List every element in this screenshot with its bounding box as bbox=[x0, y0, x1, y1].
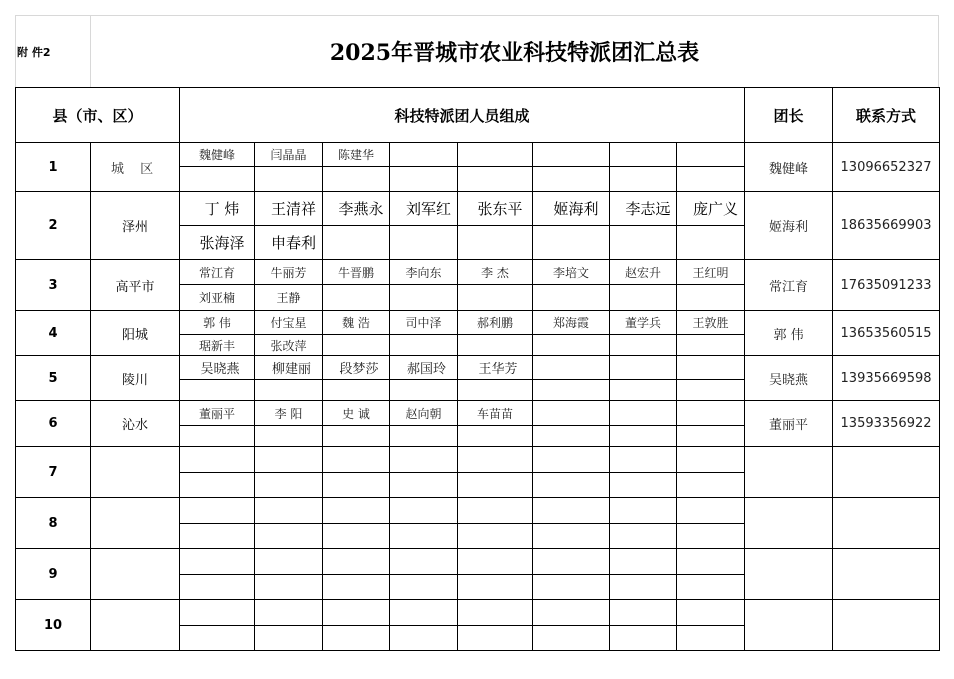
member-cell bbox=[180, 447, 255, 473]
member-cell bbox=[677, 285, 745, 311]
member-cell: 刘军红 bbox=[390, 192, 458, 226]
member-cell: 董丽平 bbox=[180, 401, 255, 426]
member-cell bbox=[390, 335, 458, 356]
member-cell bbox=[458, 575, 533, 600]
member-cell bbox=[255, 498, 323, 524]
member-cell: 郝国玲 bbox=[390, 356, 458, 380]
table-row bbox=[16, 356, 940, 380]
member-cell bbox=[610, 226, 677, 260]
table-row bbox=[16, 260, 940, 285]
member-cell: 王华芳 bbox=[458, 356, 533, 380]
county-name: 城 区 bbox=[91, 143, 180, 192]
leader-name: 董丽平 bbox=[745, 401, 833, 447]
header-members: 科技特派团人员组成 bbox=[180, 88, 745, 143]
member-cell bbox=[323, 380, 390, 401]
header-row bbox=[16, 88, 940, 143]
member-cell: 段梦莎 bbox=[323, 356, 390, 380]
member-cell: 张海泽 bbox=[180, 226, 255, 260]
member-cell bbox=[533, 335, 610, 356]
member-cell bbox=[610, 473, 677, 498]
row-number: 4 bbox=[16, 311, 91, 356]
member-cell bbox=[533, 226, 610, 260]
member-cell: 赵宏升 bbox=[610, 260, 677, 285]
member-cell bbox=[323, 626, 390, 651]
member-cell: 郑海霞 bbox=[533, 311, 610, 335]
member-cell bbox=[390, 626, 458, 651]
member-cell bbox=[255, 447, 323, 473]
row-number: 10 bbox=[16, 600, 91, 651]
row-number: 2 bbox=[16, 192, 91, 260]
row-number: 3 bbox=[16, 260, 91, 311]
member-cell: 常江育 bbox=[180, 260, 255, 285]
member-cell: 牛丽芳 bbox=[255, 260, 323, 285]
table-row bbox=[16, 600, 940, 626]
member-cell bbox=[458, 524, 533, 549]
member-cell bbox=[610, 335, 677, 356]
member-cell bbox=[610, 167, 677, 192]
contact-phone bbox=[833, 498, 940, 549]
contact-phone: 17635091233 bbox=[833, 260, 940, 311]
member-cell bbox=[458, 335, 533, 356]
leader-name bbox=[745, 600, 833, 651]
member-cell: 车苗苗 bbox=[458, 401, 533, 426]
member-cell: 李向东 bbox=[390, 260, 458, 285]
member-cell bbox=[323, 167, 390, 192]
contact-phone bbox=[833, 549, 940, 600]
member-cell bbox=[610, 575, 677, 600]
contact-phone: 13935669598 bbox=[833, 356, 940, 401]
member-cell: 姬海利 bbox=[533, 192, 610, 226]
member-cell: 郭 伟 bbox=[180, 311, 255, 335]
member-cell bbox=[323, 335, 390, 356]
member-cell: 张东平 bbox=[458, 192, 533, 226]
table-row bbox=[16, 401, 940, 426]
table-row bbox=[16, 192, 940, 226]
header-contact: 联系方式 bbox=[833, 88, 940, 143]
county-name bbox=[91, 498, 180, 549]
contact-phone: 18635669903 bbox=[833, 192, 940, 260]
member-cell bbox=[390, 167, 458, 192]
member-cell bbox=[180, 524, 255, 549]
member-cell: 魏健峰 bbox=[180, 143, 255, 167]
county-name: 沁水 bbox=[91, 401, 180, 447]
member-cell bbox=[323, 226, 390, 260]
member-cell: 董学兵 bbox=[610, 311, 677, 335]
member-cell: 丁 炜 bbox=[180, 192, 255, 226]
member-cell bbox=[458, 380, 533, 401]
contact-phone bbox=[833, 600, 940, 651]
member-cell bbox=[533, 356, 610, 380]
leader-name: 郭 伟 bbox=[745, 311, 833, 356]
member-cell bbox=[533, 498, 610, 524]
row-number: 9 bbox=[16, 549, 91, 600]
member-cell bbox=[323, 426, 390, 447]
leader-name: 魏健峰 bbox=[745, 143, 833, 192]
row-number: 5 bbox=[16, 356, 91, 401]
member-cell bbox=[180, 626, 255, 651]
member-cell: 赵向朝 bbox=[390, 401, 458, 426]
member-cell bbox=[677, 426, 745, 447]
member-cell bbox=[180, 600, 255, 626]
member-cell bbox=[533, 524, 610, 549]
member-cell: 郝利鹏 bbox=[458, 311, 533, 335]
member-cell bbox=[255, 626, 323, 651]
member-cell bbox=[323, 498, 390, 524]
member-cell bbox=[458, 600, 533, 626]
member-cell bbox=[458, 167, 533, 192]
member-cell bbox=[323, 447, 390, 473]
member-cell: 柳建丽 bbox=[255, 356, 323, 380]
county-name: 泽州 bbox=[91, 192, 180, 260]
member-cell: 李 杰 bbox=[458, 260, 533, 285]
member-cell bbox=[390, 426, 458, 447]
member-cell bbox=[677, 143, 745, 167]
member-cell bbox=[677, 549, 745, 575]
member-cell bbox=[255, 426, 323, 447]
member-cell: 史 诚 bbox=[323, 401, 390, 426]
row-number: 7 bbox=[16, 447, 91, 498]
member-cell bbox=[610, 426, 677, 447]
member-cell: 牛晋鹏 bbox=[323, 260, 390, 285]
member-cell bbox=[610, 401, 677, 426]
member-cell bbox=[323, 285, 390, 311]
member-cell bbox=[533, 167, 610, 192]
header-county: 县（市、区） bbox=[16, 88, 180, 143]
table-body bbox=[16, 143, 940, 651]
member-cell bbox=[323, 575, 390, 600]
member-cell: 王红明 bbox=[677, 260, 745, 285]
member-cell bbox=[180, 575, 255, 600]
member-cell: 王清祥 bbox=[255, 192, 323, 226]
contact-phone: 13653560515 bbox=[833, 311, 940, 356]
member-cell bbox=[180, 426, 255, 447]
member-cell bbox=[610, 356, 677, 380]
member-cell bbox=[458, 473, 533, 498]
member-cell bbox=[458, 549, 533, 575]
member-cell bbox=[677, 335, 745, 356]
member-cell bbox=[610, 380, 677, 401]
member-cell: 付宝星 bbox=[255, 311, 323, 335]
member-cell: 魏 浩 bbox=[323, 311, 390, 335]
member-cell bbox=[610, 285, 677, 311]
member-cell bbox=[323, 473, 390, 498]
member-cell bbox=[533, 549, 610, 575]
member-cell bbox=[390, 285, 458, 311]
member-cell: 李燕永 bbox=[323, 192, 390, 226]
leader-name bbox=[745, 447, 833, 498]
member-cell bbox=[255, 600, 323, 626]
member-cell bbox=[610, 498, 677, 524]
member-cell: 王静 bbox=[255, 285, 323, 311]
member-cell bbox=[323, 600, 390, 626]
member-cell bbox=[180, 167, 255, 192]
member-cell bbox=[533, 626, 610, 651]
member-cell bbox=[610, 447, 677, 473]
table-row bbox=[16, 311, 940, 335]
contact-phone bbox=[833, 447, 940, 498]
member-cell bbox=[390, 498, 458, 524]
member-cell: 庞广义 bbox=[677, 192, 745, 226]
leader-name bbox=[745, 498, 833, 549]
member-cell bbox=[677, 380, 745, 401]
member-cell: 司中泽 bbox=[390, 311, 458, 335]
member-cell bbox=[610, 600, 677, 626]
member-cell: 吴晓燕 bbox=[180, 356, 255, 380]
member-cell: 刘亚楠 bbox=[180, 285, 255, 311]
contact-phone: 13593356922 bbox=[833, 401, 940, 447]
county-name: 高平市 bbox=[91, 260, 180, 311]
member-cell bbox=[390, 143, 458, 167]
member-cell bbox=[390, 447, 458, 473]
leader-name bbox=[745, 549, 833, 600]
member-cell: 李志远 bbox=[610, 192, 677, 226]
member-cell: 张改萍 bbox=[255, 335, 323, 356]
leader-name: 姬海利 bbox=[745, 192, 833, 260]
member-cell bbox=[458, 498, 533, 524]
member-cell bbox=[677, 226, 745, 260]
member-cell bbox=[255, 380, 323, 401]
member-cell bbox=[677, 167, 745, 192]
member-cell bbox=[533, 575, 610, 600]
member-cell bbox=[677, 498, 745, 524]
county-name bbox=[91, 549, 180, 600]
leader-name: 常江育 bbox=[745, 260, 833, 311]
member-cell bbox=[458, 143, 533, 167]
header-leader: 团长 bbox=[745, 88, 833, 143]
table-row bbox=[16, 498, 940, 524]
member-cell bbox=[255, 473, 323, 498]
member-cell bbox=[390, 473, 458, 498]
attachment-label: 附 件2 bbox=[17, 46, 51, 59]
member-cell bbox=[677, 447, 745, 473]
county-name: 阳城 bbox=[91, 311, 180, 356]
member-cell bbox=[610, 143, 677, 167]
member-cell bbox=[533, 401, 610, 426]
county-name bbox=[91, 447, 180, 498]
member-cell bbox=[533, 600, 610, 626]
member-cell bbox=[533, 447, 610, 473]
member-cell bbox=[458, 426, 533, 447]
member-cell bbox=[677, 473, 745, 498]
member-cell bbox=[458, 226, 533, 260]
member-cell bbox=[180, 549, 255, 575]
member-cell bbox=[180, 380, 255, 401]
member-cell bbox=[677, 401, 745, 426]
member-cell bbox=[610, 549, 677, 575]
member-cell bbox=[323, 549, 390, 575]
member-cell bbox=[390, 380, 458, 401]
member-cell bbox=[255, 549, 323, 575]
member-cell bbox=[677, 356, 745, 380]
member-cell: 王敦胜 bbox=[677, 311, 745, 335]
member-cell bbox=[533, 143, 610, 167]
member-cell: 李 阳 bbox=[255, 401, 323, 426]
leader-name: 吴晓燕 bbox=[745, 356, 833, 401]
member-cell bbox=[533, 473, 610, 498]
member-cell bbox=[180, 473, 255, 498]
member-cell bbox=[390, 524, 458, 549]
member-cell bbox=[390, 575, 458, 600]
summary-table bbox=[15, 87, 940, 651]
member-cell: 陈建华 bbox=[323, 143, 390, 167]
contact-phone: 13096652327 bbox=[833, 143, 940, 192]
table-row bbox=[16, 447, 940, 473]
row-number: 8 bbox=[16, 498, 91, 549]
member-cell bbox=[533, 285, 610, 311]
page-title: 2025年晋城市农业科技特派团汇总表 bbox=[329, 40, 700, 66]
table-row bbox=[16, 143, 940, 167]
member-cell bbox=[677, 524, 745, 549]
member-cell bbox=[458, 626, 533, 651]
member-cell bbox=[180, 498, 255, 524]
table-row bbox=[16, 549, 940, 575]
member-cell bbox=[533, 426, 610, 447]
member-cell bbox=[390, 600, 458, 626]
row-number: 6 bbox=[16, 401, 91, 447]
member-cell bbox=[533, 380, 610, 401]
member-cell bbox=[610, 524, 677, 549]
member-cell bbox=[458, 285, 533, 311]
member-cell bbox=[677, 626, 745, 651]
county-name: 陵川 bbox=[91, 356, 180, 401]
member-cell bbox=[458, 447, 533, 473]
member-cell bbox=[677, 575, 745, 600]
member-cell bbox=[255, 167, 323, 192]
member-cell: 申春利 bbox=[255, 226, 323, 260]
member-cell: 闫晶晶 bbox=[255, 143, 323, 167]
member-cell bbox=[255, 575, 323, 600]
member-cell bbox=[390, 549, 458, 575]
member-cell bbox=[610, 626, 677, 651]
member-cell: 琚新丰 bbox=[180, 335, 255, 356]
member-cell bbox=[677, 600, 745, 626]
member-cell bbox=[255, 524, 323, 549]
member-cell: 李培文 bbox=[533, 260, 610, 285]
member-cell bbox=[323, 524, 390, 549]
member-cell bbox=[390, 226, 458, 260]
row-number: 1 bbox=[16, 143, 91, 192]
county-name bbox=[91, 600, 180, 651]
